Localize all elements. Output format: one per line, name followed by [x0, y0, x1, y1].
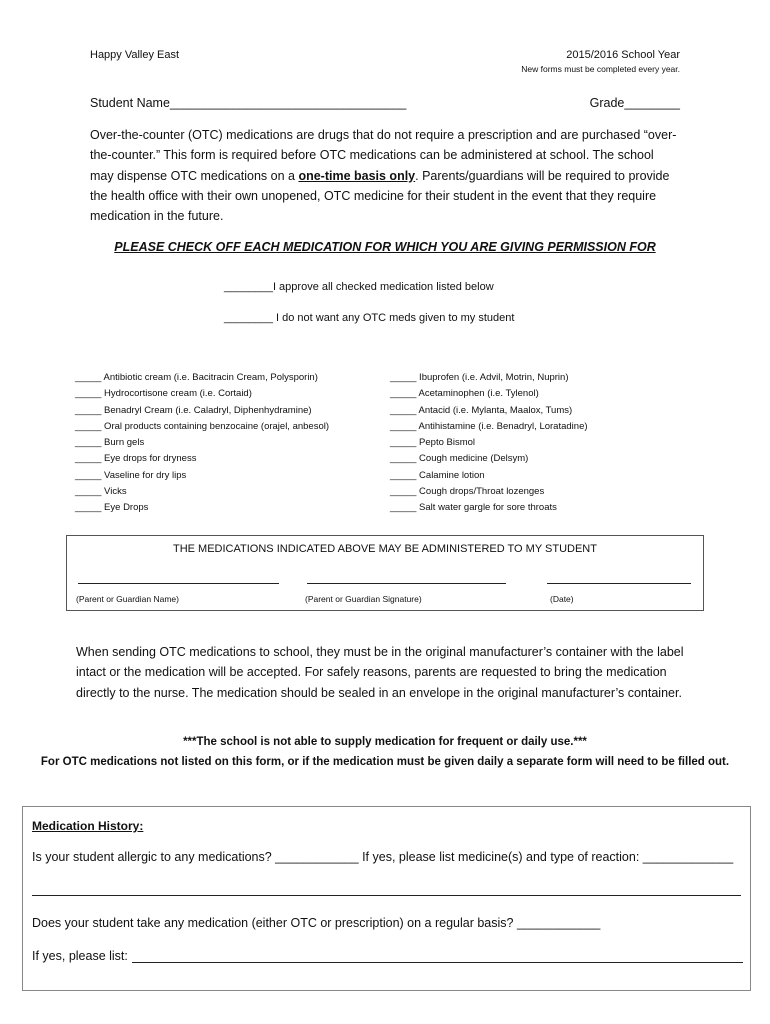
- date-line[interactable]: [547, 583, 691, 584]
- regular-medication-list-line[interactable]: [132, 962, 743, 963]
- student-name-field[interactable]: [90, 96, 406, 110]
- medication-item[interactable]: _____ Eye Drops: [75, 502, 149, 514]
- date-label: (Date): [550, 594, 574, 604]
- separate-form-notice: For OTC medications not listed on this form, or if the medication must be given daily a separate form will need to be filled out.: [40, 756, 730, 768]
- medication-item[interactable]: _____ Vicks: [75, 486, 127, 498]
- check-heading: PLEASE CHECK OFF EACH MEDICATION FOR WHICH YOU ARE GIVING PERMISSION FOR: [114, 240, 656, 254]
- consent-title: THE MEDICATIONS INDICATED ABOVE MAY BE ADMINISTERED TO MY STUDENT: [173, 543, 597, 555]
- medication-item[interactable]: _____ Calamine lotion: [390, 469, 485, 481]
- guardian-signature-line[interactable]: [307, 583, 506, 584]
- medication-item[interactable]: _____ Eye drops for dryness: [75, 453, 197, 465]
- medication-item[interactable]: _____ Ibuprofen (i.e. Advil, Motrin, Nuprin): [390, 372, 569, 383]
- allergy-detail-line[interactable]: [32, 895, 741, 896]
- medication-item[interactable]: _____ Oral products containing benzocaine (orajel, anbesol): [75, 420, 330, 432]
- grade-label: Grade: [589, 96, 625, 110]
- medication-item[interactable]: _____ Burn gels: [75, 437, 145, 449]
- guardian-name-line[interactable]: [78, 583, 279, 584]
- student-name-label: Student Name: [90, 96, 170, 110]
- medication-history-box: [22, 806, 751, 991]
- medication-item[interactable]: _____ Pepto Bismol: [390, 437, 476, 449]
- school-name: Happy Valley East: [90, 49, 180, 61]
- supply-notice: ***The school is not able to supply medication for frequent or daily use.***: [183, 736, 587, 748]
- regular-medication-question[interactable]: Does your student take any medication (either OTC or prescription) on a regular basis? ____________: [32, 916, 601, 930]
- regular-medication-list-label: If yes, please list:: [32, 949, 128, 963]
- intro-part-2: . Parents/guardians will be required to provide the health office with their own unopened, OTC medicine for their student in the event that they require medication in the future.: [90, 168, 670, 224]
- medication-item[interactable]: _____ Vaseline for dry lips: [75, 469, 187, 481]
- medication-item[interactable]: _____ Antibiotic cream (i.e. Bacitracin Cream, Polysporin): [75, 372, 318, 383]
- intro-part-1: Over-the-counter (OTC) medications are drugs that do not require a prescription and are purchased “over-the-counter.” This form is required before OTC medications can be administered at school. The school may dispense OTC medications on a: [90, 128, 677, 183]
- medication-list-right: [390, 370, 588, 517]
- medication-item[interactable]: _____ Hydrocortisone cream (i.e. Cortaid): [75, 388, 252, 400]
- grade-field[interactable]: [590, 96, 680, 110]
- year-note: New forms must be completed every year.: [521, 64, 680, 74]
- medication-item[interactable]: _____ Benadryl Cream (i.e. Caladryl, Diphenhydramine): [75, 404, 312, 416]
- intro-paragraph: [90, 125, 680, 226]
- medication-history-title: Medication History:: [32, 819, 144, 833]
- grade-blank: ________: [624, 96, 680, 110]
- guardian-signature-label: (Parent or Guardian Signature): [305, 594, 422, 604]
- sending-instructions: When sending OTC medications to school, they must be in the original manufacturer’s container with the label intact or the medication will be accepted. For safely reasons, parents are requested to bring the medication directly to the nurse. The medication should be sealed in an envelope in the original manufacturer’s container.: [76, 645, 684, 700]
- medication-item[interactable]: _____ Antihistamine (i.e. Benadryl, Loratadine): [390, 420, 588, 432]
- medication-item[interactable]: _____ Antacid (i.e. Mylanta, Maalox, Tums): [390, 404, 573, 416]
- approve-all-line[interactable]: ________I approve all checked medication listed below: [224, 281, 494, 293]
- deny-all-line[interactable]: ________ I do not want any OTC meds given to my student: [224, 312, 515, 324]
- medication-item[interactable]: _____ Cough drops/Throat lozenges: [390, 486, 545, 498]
- medication-item[interactable]: _____ Acetaminophen (i.e. Tylenol): [390, 388, 539, 400]
- allergy-question[interactable]: Is your student allergic to any medications? ____________ If yes, please list medicine(s) and type of reaction: _____________: [32, 850, 734, 864]
- medication-item[interactable]: _____ Salt water gargle for sore throats: [390, 502, 557, 514]
- school-year: 2015/2016 School Year: [566, 49, 680, 61]
- guardian-name-label: (Parent or Guardian Name): [76, 594, 179, 604]
- medication-list-left: [75, 370, 329, 517]
- medication-item[interactable]: _____ Cough medicine (Delsym): [390, 453, 529, 465]
- intro-emphasis: one-time basis only: [298, 168, 416, 183]
- student-name-blank: __________________________________: [169, 96, 407, 110]
